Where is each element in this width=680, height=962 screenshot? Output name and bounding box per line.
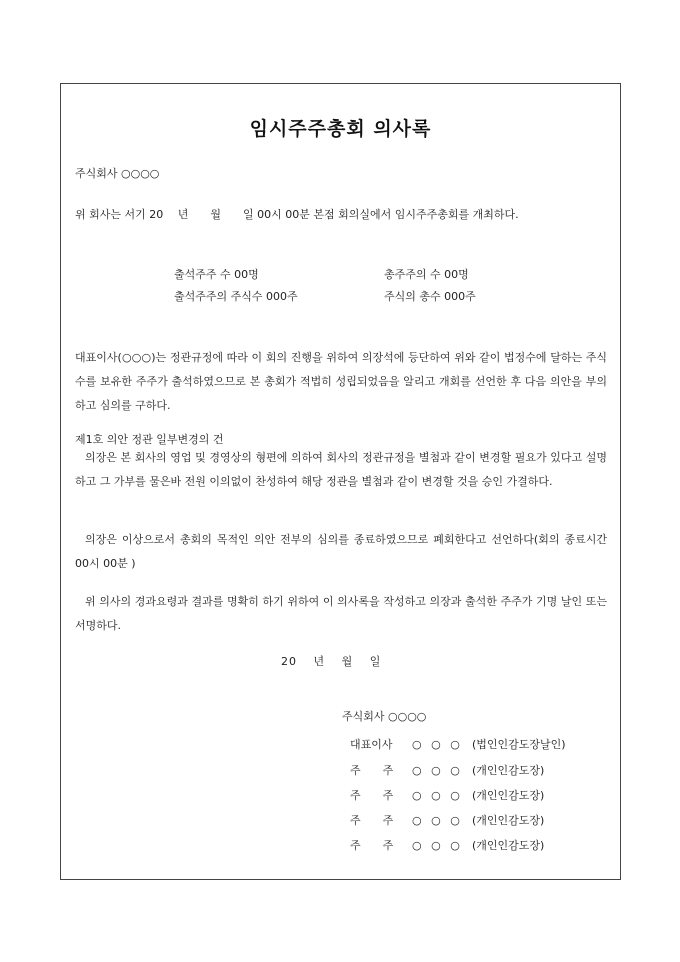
total-shareholders: 총주주의 수 00명 xyxy=(384,268,469,281)
date-line: 20 년 월 일 xyxy=(281,655,382,668)
company-name: 주식회사 ○○○○ xyxy=(75,167,160,180)
seal-note: (개인인감도장) xyxy=(472,814,545,827)
signature-name: ○ ○ ○ xyxy=(412,738,463,751)
signature-role: 대표이사 xyxy=(350,738,393,751)
agenda-body: 의장은 본 회사의 영업 및 경영상의 형편에 의하여 회사의 정관규정을 별첨과 같이 변경할 필요가 있다고 설명하고 그 가부를 물은바 전원 이의없이 찬성하여 해당 정관을 별첨과 같이 변경할 것을 승인 가결하다. xyxy=(75,451,607,488)
signature-row xyxy=(350,837,544,853)
opening-statement: 위 회사는 서기 20 년 월 일 00시 00분 본점 회의실에서 임시주주총회를 개최하다. xyxy=(75,208,519,221)
seal-note: (개인인감도장) xyxy=(472,839,545,852)
signature-role: 주 주 xyxy=(350,764,394,777)
seal-note: (개인인감도장) xyxy=(472,764,545,777)
opening-paragraph: 대표이사(○○○)는 정관규정에 따라 이 회의 진행을 위하여 의장석에 등단하여 위와 같이 법정수에 달하는 주식수를 보유한 주주가 출석하였으므로 본 총회가 적법히 성립되었음을 알리고 개회를 선언한 후 다음 의안을 부의하고 심의를 구하다. xyxy=(75,351,607,412)
signature-row xyxy=(350,736,566,752)
document-title: 임시주주총회 의사록 xyxy=(249,118,432,140)
closing-paragraph: 의장은 이상으로서 총회의 목적인 의안 전부의 심의를 종료하였으므로 폐회한다고 선언하다(회의 종료시간 00시 00분 ) xyxy=(75,533,607,570)
signature-name: ○ ○ ○ xyxy=(412,764,463,777)
signature-row xyxy=(350,787,544,803)
signature-name: ○ ○ ○ xyxy=(412,789,463,802)
attending-shares: 출석주주의 주식수 000주 xyxy=(174,290,298,303)
signature-role: 주 주 xyxy=(350,814,394,827)
signature-row xyxy=(350,812,544,828)
signature-company: 주식회사 ○○○○ xyxy=(342,710,427,723)
signature-role: 주 주 xyxy=(350,789,394,802)
agenda-title: 제1호 의안 정관 일부변경의 건 xyxy=(75,433,224,446)
attending-shareholders: 출석주주 수 00명 xyxy=(174,268,259,281)
record-paragraph: 위 의사의 경과요령과 결과를 명확히 하기 위하여 이 의사록을 작성하고 의장과 출석한 주주가 기명 날인 또는 서명하다. xyxy=(75,595,607,632)
signature-name: ○ ○ ○ xyxy=(412,814,463,827)
seal-note: (법인인감도장날인) xyxy=(472,738,566,751)
signature-row xyxy=(350,762,544,778)
seal-note: (개인인감도장) xyxy=(472,789,545,802)
total-shares: 주식의 총수 000주 xyxy=(384,290,476,303)
signature-name: ○ ○ ○ xyxy=(412,839,463,852)
signature-role: 주 주 xyxy=(350,839,394,852)
